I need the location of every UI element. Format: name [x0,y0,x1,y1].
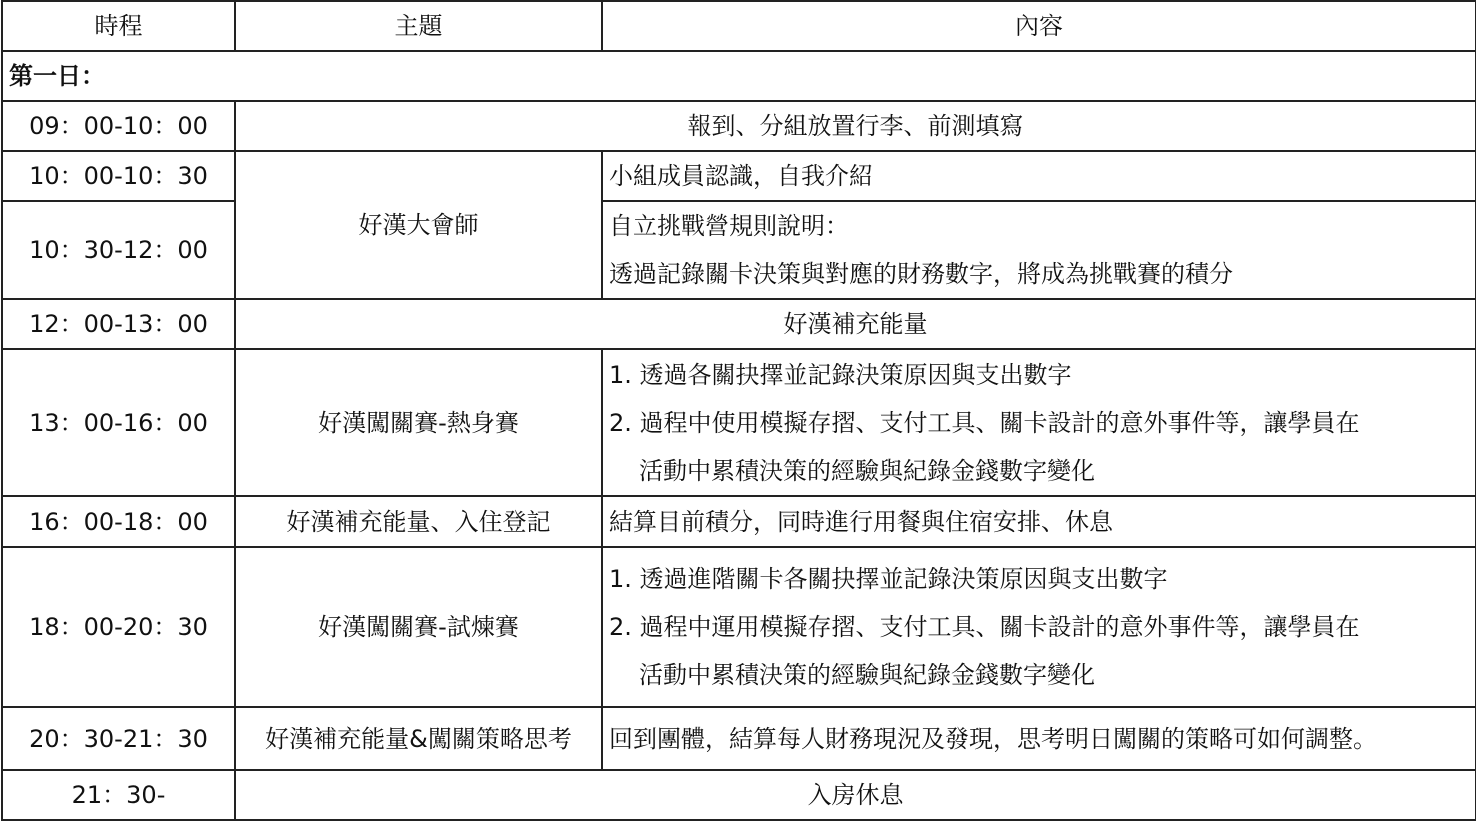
content-line: 1. 透過進階關卡各關抉擇並記錄決策原因與支出數字 [609,565,1168,593]
header-content: 內容 [602,1,1476,51]
content-line: 活動中累積決策的經驗與紀錄金錢數字變化 [639,456,1095,485]
table-row [2,349,1476,496]
topic-cell: 好漢補充能量、入住登記 [235,496,602,547]
time-cell: 21：30- [2,770,235,820]
schedule-table [1,0,1476,821]
table-row [2,151,1476,201]
time-cell: 09：00-10：00 [2,101,235,151]
content-line: 自立挑戰營規則說明： [609,212,849,240]
table-row [2,707,1476,770]
content-line: 1. 透過各關抉擇並記錄決策原因與支出數字 [609,360,1072,389]
topic-cell: 好漢闖關賽-試煉賽 [235,547,602,707]
merged-cell: 報到、分組放置行李、前測填寫 [235,101,1476,151]
topic-cell: 好漢補充能量&闖關策略思考 [235,707,602,770]
content-cell: 小組成員認識，自我介紹 [602,151,1476,201]
time-cell: 20：30-21：30 [2,707,235,770]
content-cell: 回到團體，結算每人財務現況及發現，思考明日闖關的策略可如何調整。 [602,707,1476,770]
header-topic: 主題 [235,1,602,51]
merged-cell: 好漢補充能量 [235,299,1476,349]
time-cell: 10：30-12：00 [2,201,235,299]
topic-cell: 好漢闖關賽-熱身賽 [235,349,602,496]
header-time: 時程 [2,1,235,51]
content-cell [602,201,1476,299]
header-row [2,1,1476,51]
content-line: 2. 過程中運用模擬存摺、支付工具、關卡設計的意外事件等，讓學員在 [609,613,1360,641]
content-cell [602,547,1476,707]
time-cell: 16：00-18：00 [2,496,235,547]
merged-cell: 入房休息 [235,770,1476,820]
content-cell: 結算目前積分，同時進行用餐與住宿安排、休息 [602,496,1476,547]
content-line: 2. 過程中使用模擬存摺、支付工具、關卡設計的意外事件等，讓學員在 [609,408,1360,437]
table-row [2,547,1476,707]
table-row [2,201,1476,299]
topic-cell: 好漢大會師 [235,151,602,299]
content-cell [602,349,1476,496]
time-cell: 12：00-13：00 [2,299,235,349]
table-row [2,101,1476,151]
table-row [2,770,1476,820]
day-label: 第一日： [2,51,1476,101]
day-row [2,51,1476,101]
content-line: 活動中累積決策的經驗與紀錄金錢數字變化 [639,661,1095,689]
content-line: 透過記錄關卡決策與對應的財務數字，將成為挑戰賽的積分 [609,260,1233,288]
time-cell: 18：00-20：30 [2,547,235,707]
table-row [2,496,1476,547]
time-cell: 10：00-10：30 [2,151,235,201]
table-row [2,299,1476,349]
time-cell: 13：00-16：00 [2,349,235,496]
